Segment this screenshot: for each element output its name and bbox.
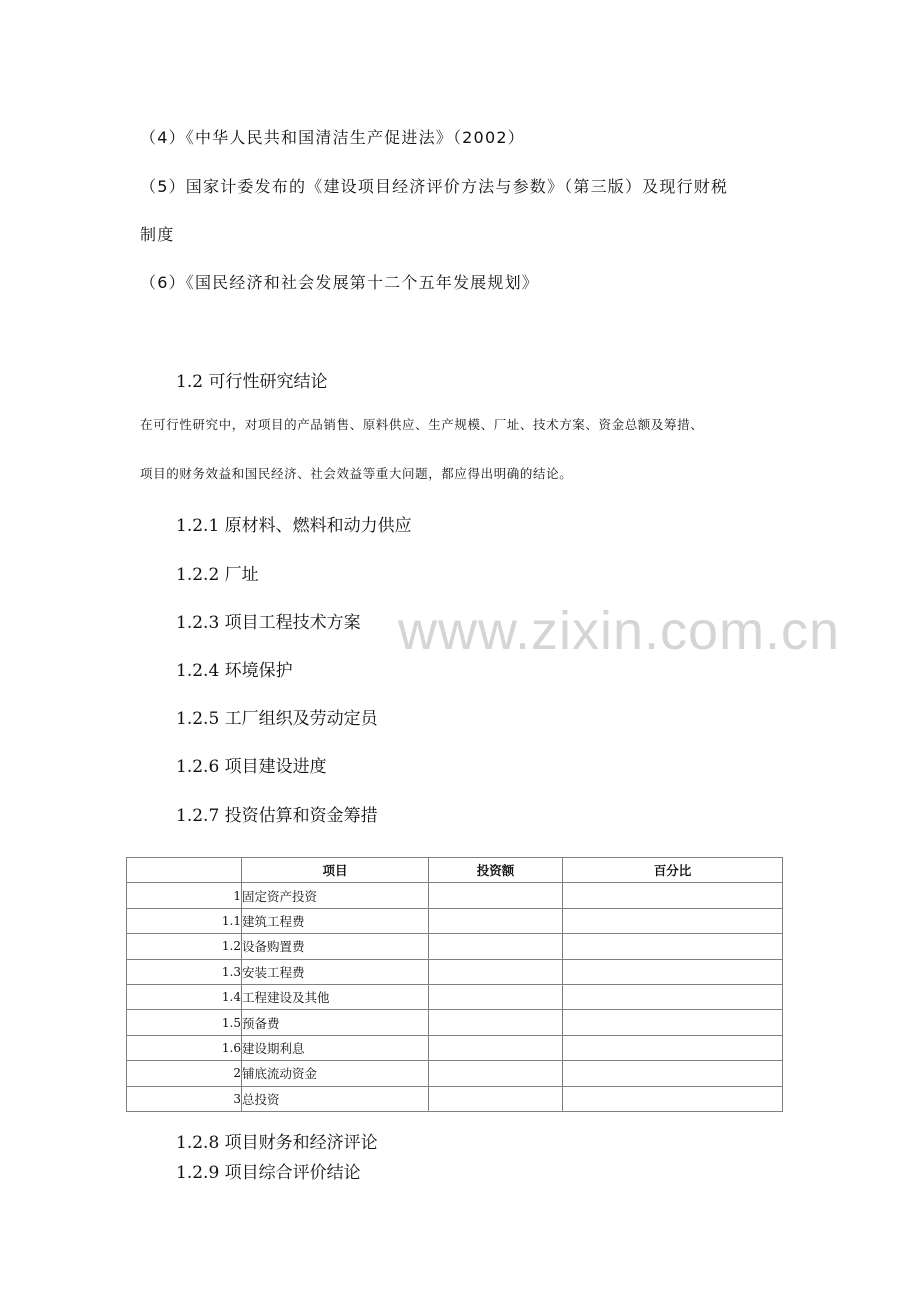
row-item: 设备购置费 — [242, 934, 429, 959]
row-number: 1.4 — [127, 984, 242, 1009]
row-amount — [429, 984, 563, 1009]
row-amount — [429, 1035, 563, 1060]
table-row — [127, 1010, 783, 1035]
table-row — [127, 908, 783, 933]
subsection-1-2-5: 1.2.5 工厂组织及劳动定员 — [176, 709, 378, 729]
subsection-1-2-6: 1.2.6 项目建设进度 — [176, 757, 327, 777]
row-item: 建筑工程费 — [242, 908, 429, 933]
investment-table — [126, 857, 783, 1112]
row-number: 1.2 — [127, 934, 242, 959]
row-number: 3 — [127, 1086, 242, 1111]
row-number: 1.6 — [127, 1035, 242, 1060]
table-row — [127, 883, 783, 908]
row-item: 铺底流动资金 — [242, 1061, 429, 1086]
row-item: 总投资 — [242, 1086, 429, 1111]
row-percent — [563, 1061, 783, 1086]
reference-5-continuation: 制度 — [140, 225, 175, 244]
row-item: 预备费 — [242, 1010, 429, 1035]
table-header-row — [127, 858, 783, 883]
header-item: 项目 — [242, 858, 429, 883]
row-percent — [563, 908, 783, 933]
table-row — [127, 1035, 783, 1060]
row-amount — [429, 908, 563, 933]
row-amount — [429, 1086, 563, 1111]
subsection-1-2-7: 1.2.7 投资估算和资金筹措 — [176, 806, 378, 826]
conclusion-paragraph-line-1: 在可行性研究中，对项目的产品销售、原料供应、生产规模、厂址、技术方案、资金总额及筹措、 — [140, 417, 704, 432]
row-percent — [563, 883, 783, 908]
header-amount: 投资额 — [429, 858, 563, 883]
section-heading-1-2: 1.2 可行性研究结论 — [176, 372, 328, 392]
conclusion-paragraph-line-2: 项目的财务效益和国民经济、社会效益等重大问题，都应得出明确的结论。 — [140, 466, 573, 481]
table-row — [127, 934, 783, 959]
row-percent — [563, 1035, 783, 1060]
row-percent — [563, 1086, 783, 1111]
table-row — [127, 984, 783, 1009]
row-percent — [563, 1010, 783, 1035]
table-row — [127, 1061, 783, 1086]
row-number: 1.1 — [127, 908, 242, 933]
subsection-1-2-2: 1.2.2 厂址 — [176, 565, 259, 585]
table-row — [127, 1086, 783, 1111]
header-number — [127, 858, 242, 883]
reference-6: （6）《国民经济和社会发展第十二个五年发展规划》 — [140, 273, 539, 292]
row-amount — [429, 959, 563, 984]
subsection-1-2-4: 1.2.4 环境保护 — [176, 661, 293, 681]
row-number: 1.3 — [127, 959, 242, 984]
row-item: 安装工程费 — [242, 959, 429, 984]
subsection-1-2-3: 1.2.3 项目工程技术方案 — [176, 613, 361, 633]
table-row — [127, 959, 783, 984]
row-item: 工程建设及其他 — [242, 984, 429, 1009]
reference-4: （4）《中华人民共和国清洁生产促进法》（2002） — [140, 128, 525, 147]
row-item: 建设期利息 — [242, 1035, 429, 1060]
row-percent — [563, 934, 783, 959]
row-percent — [563, 984, 783, 1009]
subsection-1-2-1: 1.2.1 原材料、燃料和动力供应 — [176, 516, 412, 536]
subsection-1-2-9: 1.2.9 项目综合评价结论 — [176, 1163, 361, 1183]
row-number: 1 — [127, 883, 242, 908]
row-amount — [429, 934, 563, 959]
watermark: www.zixin.com.cn — [398, 601, 841, 661]
header-percent: 百分比 — [563, 858, 783, 883]
row-number: 1.5 — [127, 1010, 242, 1035]
row-amount — [429, 1010, 563, 1035]
row-amount — [429, 883, 563, 908]
row-amount — [429, 1061, 563, 1086]
subsection-1-2-8: 1.2.8 项目财务和经济评论 — [176, 1133, 378, 1153]
row-percent — [563, 959, 783, 984]
row-item: 固定资产投资 — [242, 883, 429, 908]
row-number: 2 — [127, 1061, 242, 1086]
reference-5: （5）国家计委发布的《建设项目经济评价方法与参数》（第三版）及现行财税 — [140, 177, 729, 196]
